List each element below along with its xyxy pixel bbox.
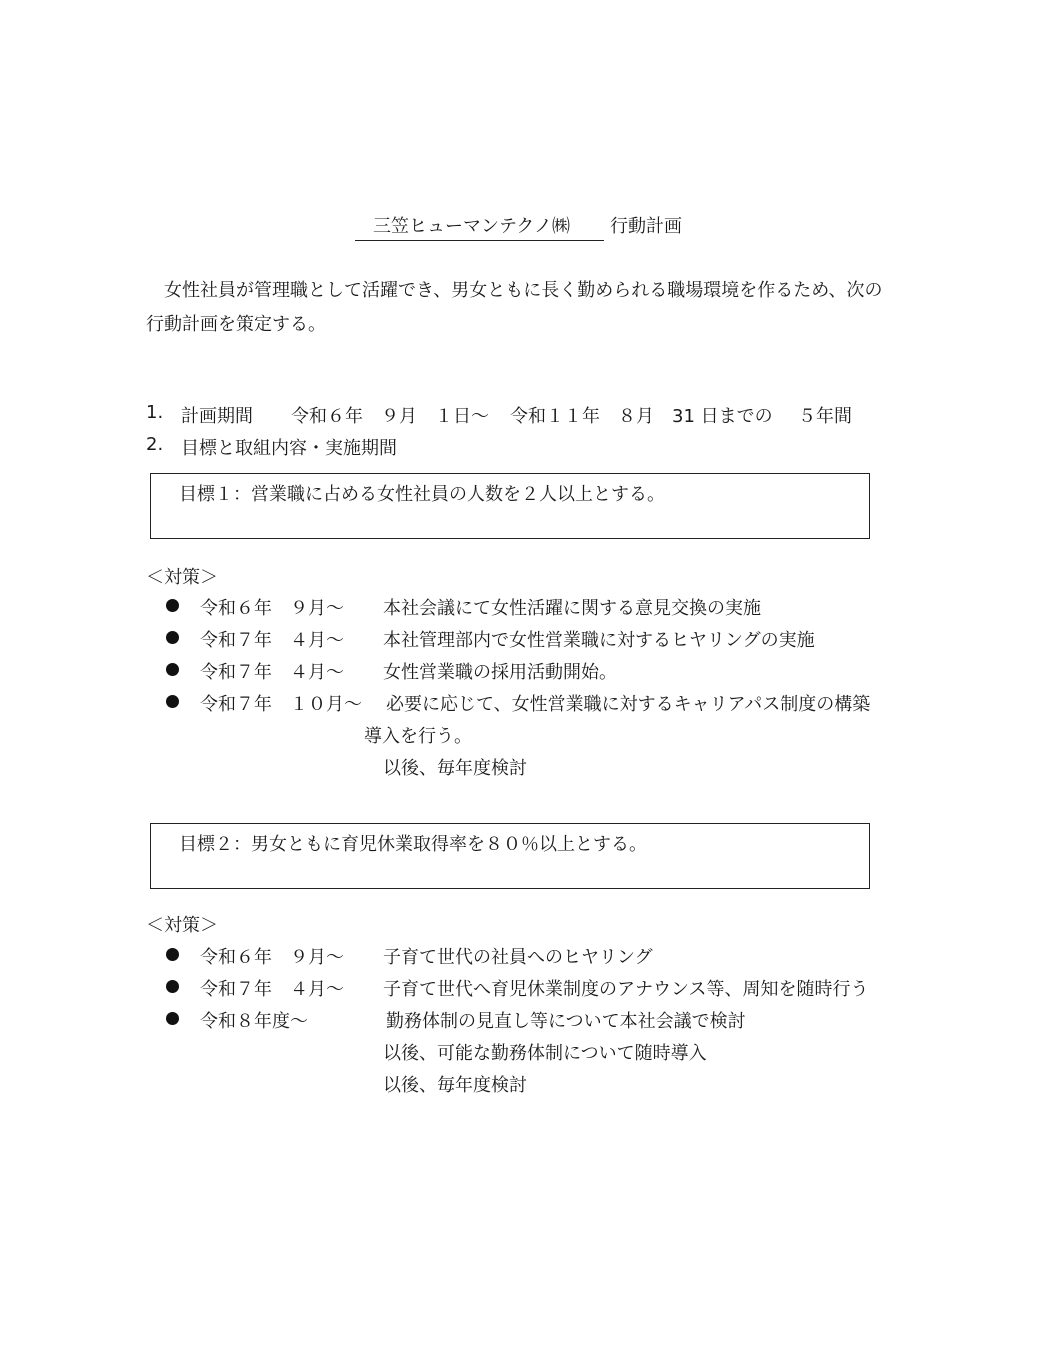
goal1-continuation-2: 以後、毎年度検討: [383, 758, 527, 779]
bullet-icon: [166, 663, 179, 676]
goal1-text: 目標１：営業職に占める女性社員の人数を２人以上とする。: [179, 484, 665, 505]
period-number: 1.: [146, 402, 164, 423]
period-start: 令和６年 ９月 １日～: [291, 406, 489, 427]
goal1-item-text: 本社会議にて女性活躍に関する意見交換の実施: [383, 598, 761, 619]
goal1-item-date: 令和７年 １０月～: [200, 694, 362, 715]
goal1-continuation-1: 導入を行う。: [364, 726, 472, 747]
goal2-item-date: 令和７年 ４月～: [200, 979, 344, 1000]
bullet-icon: [166, 980, 179, 993]
bullet-icon: [166, 1012, 179, 1025]
title-label: 行動計画: [609, 216, 682, 237]
goal1-item-date: 令和７年 ４月～: [200, 630, 344, 651]
goal2-item-text: 子育て世代の社員へのヒヤリング: [383, 947, 653, 968]
bullet-icon: [166, 631, 179, 644]
company-name: 三笠ヒューマンテクノ㈱: [355, 212, 604, 241]
period-end: 令和１１年 ８月 31 日までの: [510, 406, 773, 427]
goal2-item-date: 令和６年 ９月～: [200, 947, 344, 968]
goal1-measures-label: ＜対策＞: [146, 567, 218, 588]
goal1-item-date: 令和７年 ４月～: [200, 662, 344, 683]
bullet-icon: [166, 948, 179, 961]
goal1-item-text: 本社管理部内で女性営業職に対するヒヤリングの実施: [383, 630, 815, 651]
goal2-item-text: 勤務体制の見直し等について本社会議で検討: [386, 1011, 746, 1032]
goal2-continuation-2: 以後、毎年度検討: [383, 1075, 527, 1096]
goal1-item-date: 令和６年 ９月～: [200, 598, 344, 619]
goal2-box: [150, 823, 870, 889]
section2-label: 目標と取組内容・実施期間: [181, 438, 397, 459]
bullet-icon: [166, 599, 179, 612]
intro-line-2: 行動計画を策定する。: [146, 314, 326, 335]
period-length: ５年間: [798, 406, 852, 427]
goal1-item-text: 女性営業職の採用活動開始。: [383, 662, 617, 683]
goal1-box: [150, 473, 870, 539]
goal2-text: 目標２：男女ともに育児休業取得率を８０％以上とする。: [179, 834, 647, 855]
intro-line-1: 女性社員が管理職として活躍でき、男女ともに長く勤められる職場環境を作るため、次の: [164, 280, 883, 301]
goal2-item-text: 子育て世代へ育児休業制度のアナウンス等、周知を随時行う: [383, 979, 869, 1000]
goal1-item-text: 必要に応じて、女性営業職に対するキャリアパス制度の構築: [386, 694, 871, 715]
section2-number: 2.: [146, 434, 164, 455]
goal2-measures-label: ＜対策＞: [146, 915, 218, 936]
goal2-item-date: 令和８年度～: [200, 1011, 308, 1032]
bullet-icon: [166, 695, 179, 708]
document-title: [0, 212, 1037, 241]
period-label: 計画期間: [181, 406, 253, 427]
goal2-continuation-1: 以後、可能な勤務体制について随時導入: [383, 1043, 707, 1064]
